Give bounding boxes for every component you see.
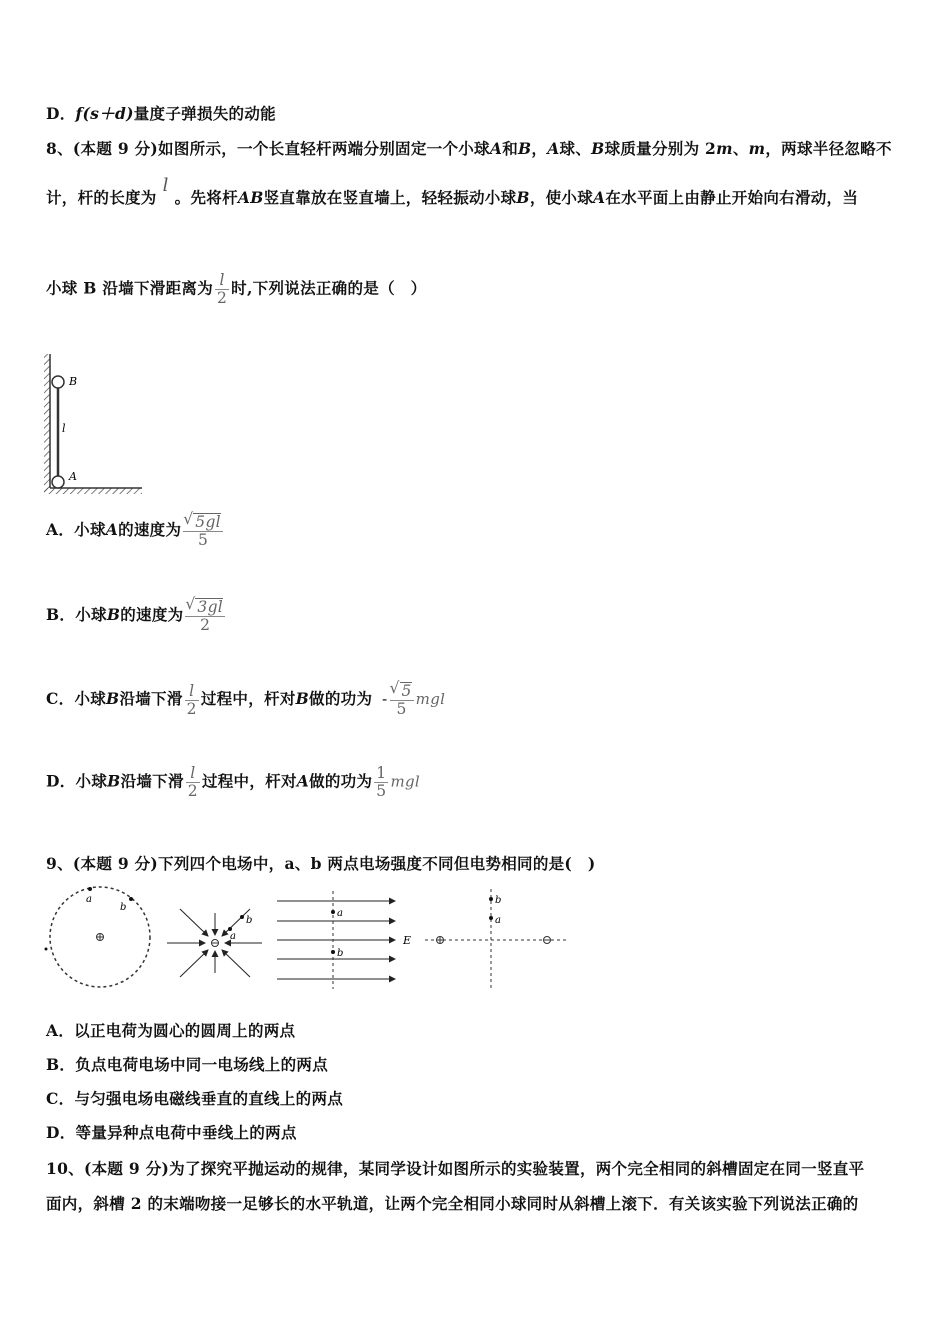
svg-text:a: a bbox=[337, 908, 343, 919]
label-b: B bbox=[69, 375, 78, 388]
question-8-line-2: 计，杆的长度为l。先将杆AB竖直靠放在竖直墙上，轻轻振动小球B，使小球A在水平面上由静止开始向右滑动，当 bbox=[46, 175, 859, 207]
panel-dipole bbox=[425, 889, 568, 991]
fraction: $\frac{l}{2}$ bbox=[217, 271, 228, 308]
question-10-line-1: 10、(本题 9 分)为了探究平抛运动的规律，某同学设计如图所示的实验装置，两个完全相同的斜槽固定在同一竖直平 bbox=[46, 1159, 865, 1178]
label-a: A bbox=[69, 470, 77, 483]
fraction: $\frac{l}{2}$ bbox=[187, 764, 198, 801]
svg-text:b: b bbox=[495, 895, 502, 906]
panel-negative-charge bbox=[167, 909, 262, 977]
svg-text:a: a bbox=[86, 894, 92, 905]
option-d-prev: D．f(s＋d)量度子弹损失的动能 bbox=[46, 104, 276, 123]
option-d: D．小球B沿墙下滑 $\frac{l}{2}$ 过程中，杆对A做的功为 $\frac{1}{5}$ mgl bbox=[46, 764, 420, 801]
svg-text:a: a bbox=[495, 915, 501, 926]
figure-electric-fields bbox=[40, 885, 575, 995]
svg-text:b: b bbox=[120, 902, 127, 913]
q9-option-b: B．负点电荷电场中同一电场线上的两点 bbox=[46, 1055, 329, 1074]
question-8-line-1: 8、(本题 9 分)如图所示，一个长直轻杆两端分别固定一个小球A和B，A球、B球质量分别为 2m、m，两球半径忽略不 bbox=[46, 139, 892, 158]
svg-text:E: E bbox=[403, 934, 412, 947]
q9-option-d: D．等量异种点电荷中垂线上的两点 bbox=[46, 1123, 297, 1142]
fraction: $\frac{1}{5}$ bbox=[376, 764, 387, 801]
panel-positive-charge-circle bbox=[45, 887, 151, 987]
question-9: 9、(本题 9 分)下列四个电场中，a、b 两点电场强度不同但电势相同的是( ) bbox=[46, 854, 596, 873]
svg-text:b: b bbox=[337, 948, 344, 959]
fraction: √ $\frac{3gl}{2}$ bbox=[185, 598, 225, 634]
svg-text:b: b bbox=[246, 915, 253, 926]
fraction: $\frac{l}{2}$ bbox=[186, 681, 197, 718]
panel-uniform-field bbox=[277, 891, 411, 989]
fraction: √ $\frac{5gl}{5}$ bbox=[183, 513, 223, 549]
q9-option-a: A．以正电荷为圆心的圆周上的两点 bbox=[46, 1021, 296, 1040]
svg-text:a: a bbox=[230, 931, 236, 942]
q9-option-c: C．与匀强电场电磁线垂直的直线上的两点 bbox=[46, 1089, 344, 1108]
option-a: A．小球A的速度为 √ $\frac{5gl}{5}$ bbox=[46, 513, 225, 549]
figure-rod-wall bbox=[42, 352, 146, 498]
fraction: √ $\frac{5}{5}$ bbox=[390, 682, 414, 718]
option-b: B．小球B的速度为 √ $\frac{3gl}{2}$ bbox=[46, 598, 227, 634]
question-10-line-2: 面内，斜槽 2 的末端吻接一足够长的水平轨道，让两个完全相同小球同时从斜槽上滚下．有关该实验下列说法正确的 bbox=[46, 1194, 859, 1213]
question-8-line-3: 小球 B 沿墙下滑距离为 $\frac{l}{2}$ 时,下列说法正确的是（ ） bbox=[46, 271, 427, 308]
option-c: C．小球B沿墙下滑 $\frac{l}{2}$ 过程中，杆对B做的功为 - √ $\frac{5}{5}$ mgl bbox=[46, 682, 445, 718]
label-l: l bbox=[62, 422, 66, 435]
